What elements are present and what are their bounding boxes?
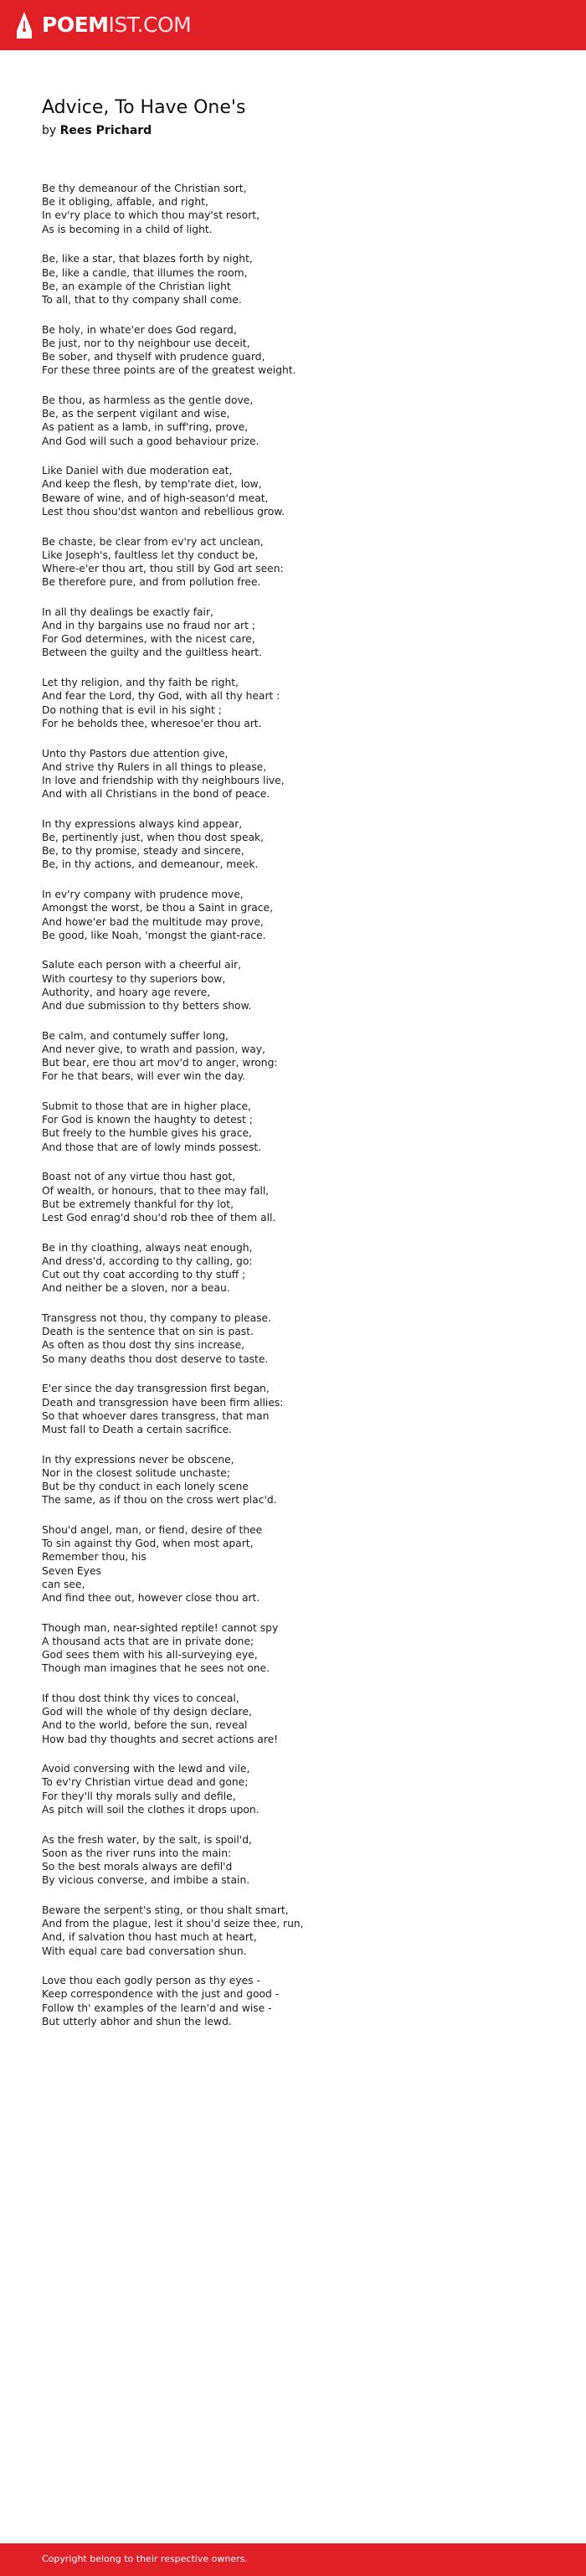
poem-line: Lest thou shou'dst wanton and rebellious grow. [42, 505, 285, 518]
poem-line: If thou dost think thy vices to conceal, [42, 1692, 239, 1704]
poem-line: can see, [42, 1578, 85, 1590]
poem-line: Be thou, as harmless as the gentle dove, [42, 394, 254, 406]
poem-line: Authority, and hoary age revere, [42, 986, 211, 998]
poem-line: Soon as the river runs into the main: [42, 1847, 232, 1859]
poem-stanza [42, 182, 544, 236]
poem-stanza [42, 1100, 544, 1154]
poem-line: Unto thy Pastors due attention give, [42, 747, 229, 760]
poem-line: A thousand acts that are in private done; [42, 1635, 254, 1647]
poem-stanza [42, 1029, 544, 1084]
poem-line: As often as thou dost thy sins increase, [42, 1339, 245, 1352]
poem-line: And neither be a sloven, nor a beau. [42, 1282, 230, 1295]
poem-title: Advice, To Have One's [42, 97, 246, 118]
poem-line: Must fall to Death a certain sacrifice. [42, 1423, 232, 1435]
poem-line: So many deaths thou dost deserve to taste. [42, 1352, 269, 1365]
logo-text [42, 11, 191, 39]
poem-stanza [42, 323, 544, 378]
poem-line: And God will such a good behaviour prize. [42, 435, 260, 447]
poem-line: Be, as the serpent vigilant and wise, [42, 408, 230, 420]
poem-line: In all thy dealings be exactly fair, [42, 605, 213, 618]
poem-line: Though man imagines that he sees not one. [42, 1662, 270, 1675]
poem-line: Love thou each godly person as thy eyes - [42, 1975, 260, 1987]
logo-text-light: IST.COM [108, 13, 192, 37]
poem-line: To all, that to thy company shall come. [42, 293, 242, 306]
poem-line: For he beholds thee, wheresoe'er thou art. [42, 717, 262, 729]
poem-line: Be just, nor to thy neighbour use deceit, [42, 337, 250, 349]
poem-line: But utterly abhor and shun the lewd. [42, 2015, 232, 2027]
poem-stanza [42, 1453, 544, 1507]
poem-line: Be, pertinently just, when thou dost speak, [42, 832, 265, 844]
poem-line: Death is the sentence that on sin is past. [42, 1326, 254, 1338]
poem-line: For he that bears, will ever win the day. [42, 1070, 246, 1083]
poem-line: Let thy religion, and thy faith be right, [42, 677, 239, 689]
poem-line: And in thy bargains use no fraud nor art ; [42, 620, 255, 632]
poem-line: Be, an example of the Christian light [42, 280, 231, 292]
poem-line: Nor in the closest solitude unchaste; [42, 1466, 230, 1479]
poem-line: How bad thy thoughts and secret actions are! [42, 1733, 279, 1745]
poem-stanza [42, 535, 544, 590]
poem-line: And with all Christians in the bond of peace. [42, 788, 270, 801]
poem-line: As the fresh water, by the salt, is spoil'd, [42, 1833, 252, 1846]
poem-line: In ev'ry place to which thou may'st resort, [42, 209, 260, 222]
poem-line: Of wealth, or honours, that to thee may fall, [42, 1184, 270, 1197]
poem-line: As patient as a lamb, in suff'ring, prove, [42, 421, 249, 434]
poem-line: To ev'ry Christian virtue dead and gone; [42, 1776, 249, 1789]
poem-line: And due submission to thy betters show. [42, 1000, 252, 1012]
poem-line: Follow th' examples of the learn'd and wise - [42, 2002, 272, 2014]
poem-stanza [42, 1170, 544, 1224]
poem-stanza [42, 252, 544, 307]
poem-line: E'er since the day transgression first began, [42, 1383, 270, 1395]
poem-line: Where-e'er thou art, thou still by God art seen: [42, 562, 284, 574]
poem-line: Submit to those that are in higher place, [42, 1100, 251, 1113]
poem-line: Cut out thy coat according to thy stuff ; [42, 1269, 246, 1281]
poem-line: For they'll thy morals sully and defile, [42, 1790, 236, 1802]
poem-line: Be thy demeanour of the Christian sort, [42, 183, 247, 194]
poem-line: And, if salvation thou hast much at heart, [42, 1931, 257, 1944]
poem-line: Be, in thy actions, and demeanour, meek. [42, 858, 259, 871]
poem-stanza [42, 817, 544, 872]
poem-byline [42, 124, 152, 137]
poem-line: But be thy conduct in each lonely scene [42, 1481, 249, 1493]
poem-stanza [42, 394, 544, 448]
poem-line: Be, like a star, that blazes forth by night, [42, 253, 253, 265]
poem-line: The same, as if thou on the cross wert plac'd. [42, 1494, 277, 1507]
poem-body [42, 182, 544, 2045]
poem-line: And howe'er bad the multitude may prove, [42, 915, 264, 928]
poem-line: Be in thy cloathing, always neat enough, [42, 1241, 253, 1254]
poem-line: Do nothing that is evil in his sight ; [42, 703, 222, 716]
poem-line: With equal care bad conversation shun. [42, 1945, 247, 1957]
poem-line: Shou'd angel, man, or fiend, desire of thee [42, 1523, 263, 1536]
poem-line: In thy expressions always kind appear, [42, 817, 243, 830]
poem-line: Seven Eyes [42, 1564, 101, 1577]
poem-stanza [42, 1692, 544, 1746]
poem-line: But freely to the humble gives his grace, [42, 1127, 252, 1140]
poem-line: And find thee out, however close thou art. [42, 1591, 260, 1604]
poem-stanza [42, 464, 544, 518]
poem-line: In love and friendship with thy neighbours live, [42, 774, 285, 786]
poem-line: As is becoming in a child of light. [42, 223, 213, 235]
poem-line: Lest God enrag'd shou'd rob thee of them all. [42, 1211, 276, 1224]
poem-line: And keep the flesh, by temp'rate diet, low, [42, 478, 262, 491]
poem-line: With courtesy to thy superiors bow, [42, 972, 226, 985]
poem-line: In thy expressions never be obscene, [42, 1453, 234, 1466]
poem-line: And fear the Lord, thy God, with all thy heart : [42, 690, 280, 703]
poem-line: Be good, like Noah, 'mongst the giant-race. [42, 929, 266, 941]
poem-stanza [42, 676, 544, 730]
poem-line: Be it obliging, affable, and right, [42, 196, 208, 209]
poem-line: Be sober, and thyself with prudence guard, [42, 351, 265, 363]
author-link[interactable]: Rees Prichard [59, 124, 152, 137]
poem-line: Beware the serpent's sting, or thou shalt smart, [42, 1904, 289, 1916]
poem-stanza [42, 888, 544, 942]
poem-line: God will the whole of thy design declare, [42, 1706, 252, 1718]
poem-stanza [42, 1762, 544, 1816]
poem-line: And to the world, before the sun, reveal [42, 1719, 248, 1732]
poem-line: In ev'ry company with prudence move, [42, 889, 244, 901]
poem-line: Death and transgression have been firm allies: [42, 1396, 284, 1409]
site-header [0, 0, 586, 50]
poem-line: Be chaste, be clear from ev'ry act unclean, [42, 535, 264, 548]
logo-text-bold: POEM [42, 13, 109, 37]
poem-line: Avoid conversing with the lewd and vile, [42, 1763, 250, 1775]
site-footer [0, 2543, 586, 2576]
poem-line: And dress'd, according to thy calling, go: [42, 1255, 253, 1267]
poem-stanza [42, 1833, 544, 1888]
poem-line: By vicious converse, and imbibe a stain. [42, 1874, 250, 1887]
poem-stanza [42, 1621, 544, 1676]
poem-line: To sin against thy God, when most apart, [42, 1538, 254, 1550]
poem-line: Beware of wine, and of high-season'd meat, [42, 492, 269, 504]
poem-line: And from the plague, lest it shou'd seize thee, run, [42, 1918, 304, 1930]
copyright-text: Copyright belong to their respective owners. [42, 2553, 248, 2564]
poem-stanza [42, 958, 544, 1012]
poem-line: But be extremely thankful for thy lot, [42, 1198, 234, 1210]
poem-line: Be, like a candle, that illumes the room, [42, 266, 248, 279]
poem-line: And strive thy Rulers in all things to please, [42, 760, 267, 773]
poem-stanza [42, 605, 544, 660]
poem-line: Amongst the worst, be thou a Saint in grace, [42, 902, 274, 914]
poem-line: Be holy, in whate'er does God regard, [42, 323, 237, 336]
poem-stanza [42, 1974, 544, 2028]
poem-line: Salute each person with a cheerful air, [42, 959, 242, 971]
poem-line: Like Joseph's, faultless let thy conduct be, [42, 549, 259, 561]
poem-line: As pitch will soil the clothes it drops upon. [42, 1803, 260, 1816]
poem-line: Be calm, and contumely suffer long, [42, 1029, 229, 1042]
poem-stanza [42, 1311, 544, 1366]
byline-label: by [42, 124, 57, 137]
poem-stanza [42, 1904, 544, 1958]
poem-line: For God is known the haughty to detest ; [42, 1114, 253, 1126]
poem-line: For God determines, with the nicest care, [42, 633, 255, 646]
poem-line: God sees them with his all-surveying eye, [42, 1649, 258, 1662]
poem-stanza [42, 1382, 544, 1436]
poem-line: Remember thou, his [42, 1551, 146, 1564]
poem-stanza [42, 747, 544, 801]
poem-line: For these three points are of the greatest weight. [42, 364, 296, 377]
poem-line: Transgress not thou, thy company to please. [42, 1312, 272, 1324]
poem-stanza [42, 1523, 544, 1605]
site-logo[interactable] [15, 11, 191, 39]
poem-line: So the best morals always are defil'd [42, 1861, 233, 1873]
poem-line: Be therefore pure, and from pollution free. [42, 576, 261, 589]
poem-line: Though man, near-sighted reptile! cannot spy [42, 1621, 279, 1634]
poem-line: Boast not of any virtue thou hast got, [42, 1171, 236, 1183]
poem-line: Keep correspondence with the just and good - [42, 1988, 280, 2001]
pen-nib-icon [15, 11, 33, 39]
poem-line: And those that are of lowly minds possest. [42, 1141, 262, 1153]
poem-stanza [42, 1241, 544, 1296]
poem-line: And never give, to wrath and passion, way, [42, 1043, 265, 1055]
poem-line: But bear, ere thou art mov'd to anger, wrong: [42, 1057, 278, 1069]
poem-line: Be, to thy promise, steady and sincere, [42, 845, 244, 858]
poem-line: Like Daniel with due moderation eat, [42, 465, 233, 477]
poem-line: So that whoever dares transgress, that man [42, 1409, 270, 1422]
poem-line: Between the guilty and the guiltless heart. [42, 647, 263, 659]
